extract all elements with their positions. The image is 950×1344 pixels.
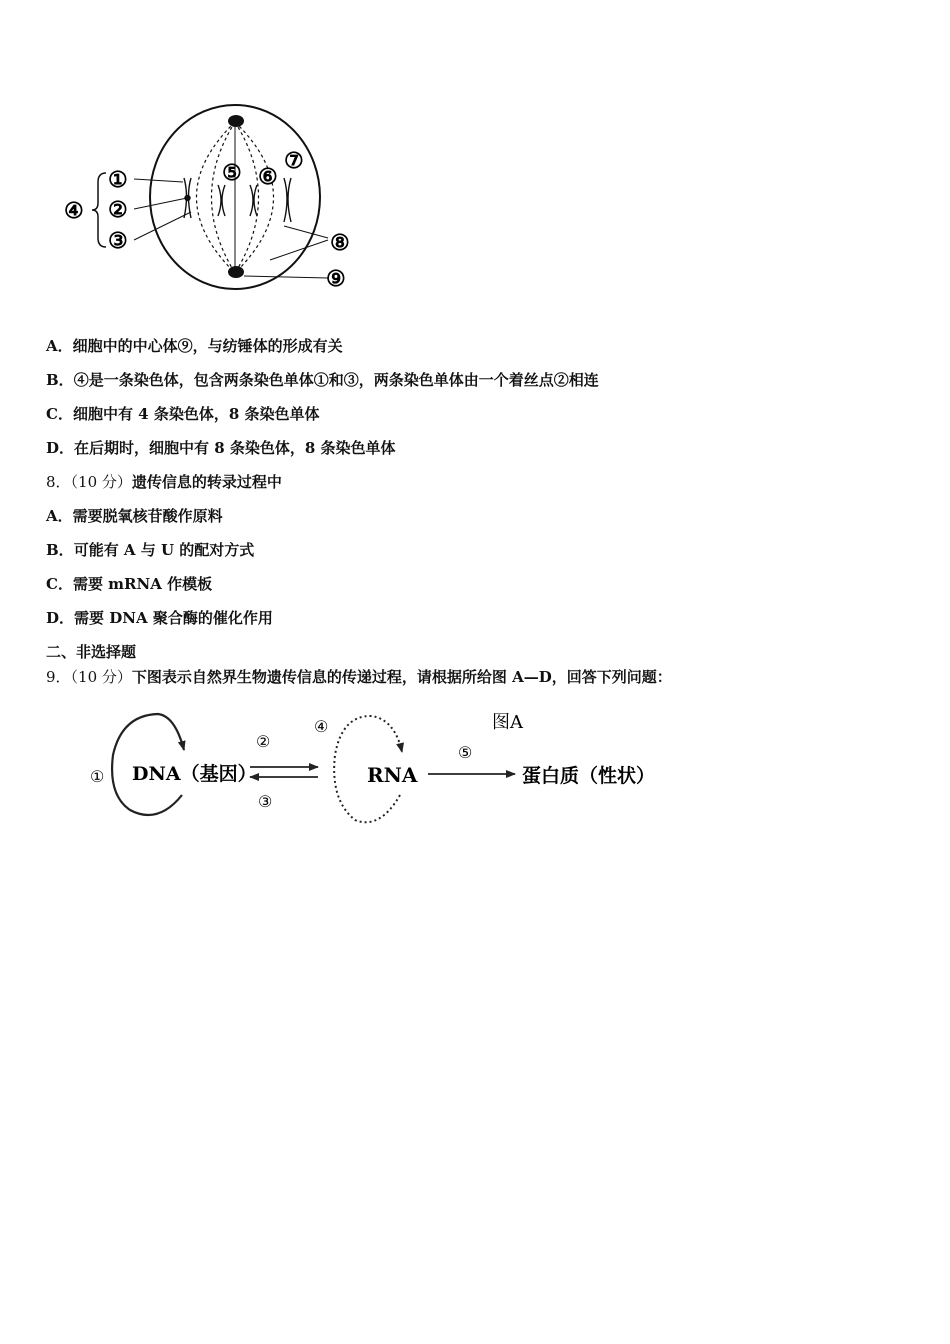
option-text: 细胞中的中心体⑨，与纺锤体的形成有关 — [72, 337, 343, 355]
figure-caption: 图A — [492, 712, 523, 733]
chromosome-3 — [250, 185, 257, 216]
question-number: 9． — [46, 668, 71, 686]
leader-2 — [134, 198, 187, 209]
step-4-label: ④ — [314, 717, 329, 736]
question-stem: 遗传信息的转录过程中 — [131, 473, 282, 491]
q8-option-b — [46, 540, 254, 560]
option-text: 需要 mRNA 作模板 — [72, 575, 213, 593]
q7-option-a — [46, 336, 343, 356]
q8-stem — [46, 472, 282, 492]
cell-division-figure — [60, 100, 380, 310]
q9-stem — [46, 667, 672, 687]
protein-label: 蛋白质（性状） — [522, 765, 656, 787]
q8-option-c — [46, 574, 212, 594]
option-text: 需要 DNA 聚合酶的催化作用 — [74, 609, 273, 627]
brace — [92, 173, 106, 247]
question-score: （10 分） — [70, 473, 132, 491]
dna-label: DNA（基因） — [132, 763, 257, 785]
centrosome-bottom — [228, 266, 244, 278]
option-letter: C． — [46, 405, 73, 423]
leader-8a — [284, 226, 328, 238]
option-text: ④是一条染色体，包含两条染色单体①和③，两条染色单体由一个着丝点②相连 — [73, 371, 599, 389]
option-text: 可能有 A 与 U 的配对方式 — [73, 541, 255, 559]
leader-1 — [134, 179, 183, 182]
chromosome-4 — [284, 178, 291, 222]
step-3-label: ③ — [258, 792, 273, 811]
label-7: ⑦ — [284, 148, 304, 174]
label-6: ⑥ — [258, 164, 278, 190]
label-1: ① — [108, 167, 128, 193]
option-letter: B． — [46, 371, 74, 389]
q7-option-d — [46, 438, 396, 458]
spindle-fiber — [197, 122, 236, 273]
label-2: ② — [108, 197, 128, 223]
section-title: 二、非选择题 — [46, 643, 137, 661]
option-letter: B． — [46, 541, 74, 559]
label-3: ③ — [108, 228, 128, 254]
option-letter: C． — [46, 575, 73, 593]
step-2-label: ② — [256, 732, 271, 751]
centrosome-top — [228, 115, 244, 127]
option-text: 细胞中有 4 条染色体，8 条染色单体 — [72, 405, 320, 423]
question-stem: 下图表示自然界生物遗传信息的传递过程，请根据所给图 A—D，回答下列问题： — [131, 668, 672, 686]
leader-9 — [244, 276, 328, 278]
option-text: 在后期时，细胞中有 8 条染色体，8 条染色单体 — [74, 439, 396, 457]
option-text: 需要脱氧核苷酸作原料 — [72, 507, 223, 525]
q8-option-a — [46, 506, 223, 526]
question-score: （10 分） — [70, 668, 132, 686]
option-letter: A． — [46, 507, 73, 525]
q7-option-b — [46, 370, 599, 390]
option-letter: A． — [46, 337, 73, 355]
q8-option-d — [46, 608, 273, 628]
label-4: ④ — [64, 198, 84, 224]
option-letter: D． — [46, 609, 75, 627]
label-5: ⑤ — [222, 160, 242, 186]
q7-option-c — [46, 404, 320, 424]
label-8: ⑧ — [330, 230, 350, 256]
step-1-label: ① — [90, 767, 105, 786]
rna-label: RNA — [367, 763, 418, 787]
label-9: ⑨ — [326, 266, 346, 292]
chromosome-2 — [218, 185, 225, 216]
option-letter: D． — [46, 439, 75, 457]
leader-3 — [134, 212, 191, 240]
step-5-label: ⑤ — [458, 743, 473, 762]
central-dogma-figure — [80, 700, 680, 835]
question-number: 8． — [46, 473, 71, 491]
